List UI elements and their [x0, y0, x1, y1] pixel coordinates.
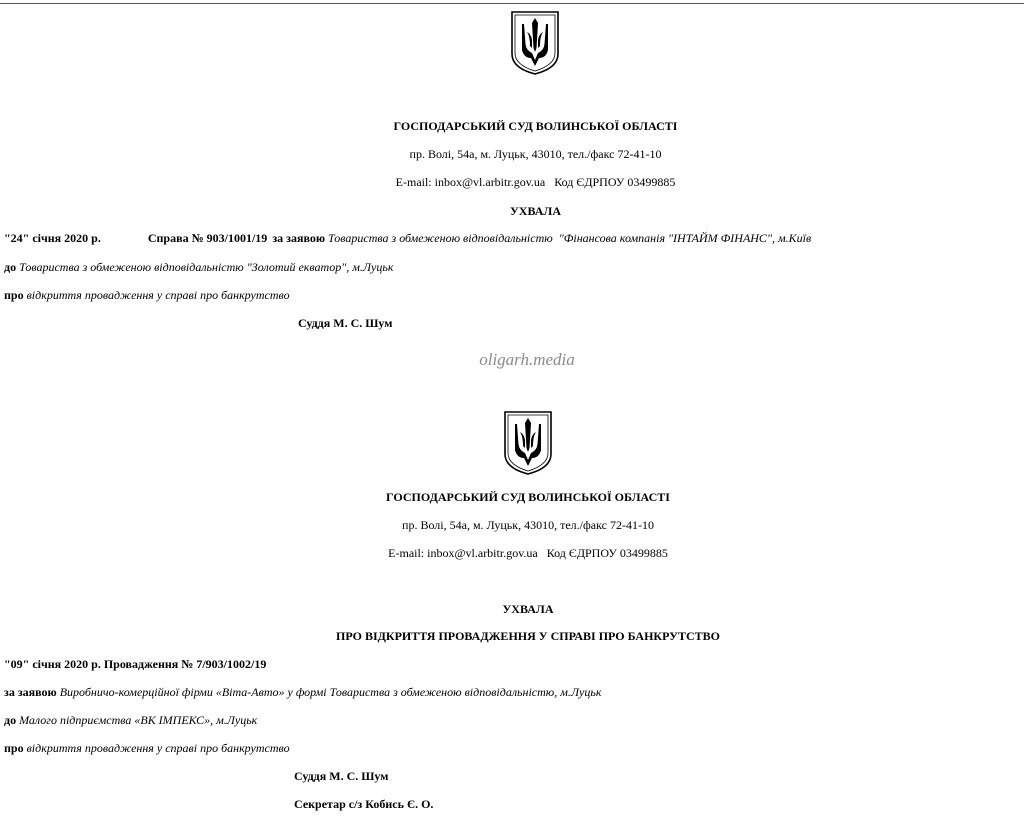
court-name: ГОСПОДАРСЬКИЙ СУД ВОЛИНСЬКОЇ ОБЛАСТІ: [386, 490, 670, 504]
ruling-date: "24" січня 2020 р.: [4, 231, 101, 245]
subject-line: [4, 288, 290, 303]
subject: відкриття провадження у справі про банкрутство: [26, 288, 290, 302]
court-address: пр. Волі, 54а, м. Луцьк, 43010, тел./факс 72-41-10: [409, 147, 662, 161]
subject-line: [4, 741, 290, 756]
ukraine-trident-icon: [503, 410, 553, 476]
doc-subtitle: ПРО ВІДКРИТТЯ ПРОВАДЖЕННЯ У СПРАВІ ПРО БАНКРУТСТВО: [336, 629, 720, 643]
debtor: Товариства з обмеженою відповідальністю "Золотий екватор", м.Луцьк: [19, 260, 394, 274]
applicant: Виробничо-комерційної фірми «Віта-Авто» у формі Товариства з обмеженою відповідальністю, м.Луцьк: [59, 685, 602, 699]
court-address: пр. Волі, 54а, м. Луцьк, 43010, тел./факс 72-41-10: [402, 518, 654, 532]
ruling-date-line: [4, 231, 811, 246]
debtor-line: [4, 260, 393, 275]
judge-name: Суддя М. С. Шум: [294, 769, 389, 783]
subject: відкриття провадження у справі про банкрутство: [26, 741, 290, 755]
top-divider: [0, 3, 1024, 4]
by-label: за заявою: [4, 685, 57, 699]
debtor-line: [4, 713, 257, 728]
about-label: про: [4, 741, 24, 755]
ruling-date-case: "09" січня 2020 р. Провадження № 7/903/1002/19: [4, 657, 267, 671]
watermark: oligarh.media: [479, 350, 575, 369]
applicant: Товариства з обмеженою відповідальністю "Фінансова компанія "ІНТАЙМ ФІНАНС", м.Київ: [328, 231, 812, 245]
judge-name: Суддя М. С. Шум: [298, 316, 393, 330]
about-label: про: [4, 288, 24, 302]
court-contact: E-mail: inbox@vl.arbitr.gov.ua Код ЄДРПОУ 03499885: [388, 546, 668, 560]
court-contact: E-mail: inbox@vl.arbitr.gov.ua Код ЄДРПОУ 03499885: [395, 175, 676, 189]
secretary-name: Секретар с/з Кобись Є. О.: [294, 797, 434, 811]
to-label: до: [4, 713, 17, 727]
ukraine-trident-icon: [510, 10, 560, 76]
debtor: Малого підприємства «ВК ІМПЕКС», м.Луцьк: [19, 713, 258, 727]
to-label: до: [4, 260, 17, 274]
court-name: ГОСПОДАРСЬКИЙ СУД ВОЛИНСЬКОЇ ОБЛАСТІ: [393, 119, 678, 133]
by-label: за заявою: [272, 231, 326, 245]
doc-type: УХВАЛА: [502, 602, 554, 616]
case-number: Справа № 903/1001/19: [147, 231, 268, 245]
doc-type: УХВАЛА: [510, 204, 561, 218]
applicant-line: [4, 685, 601, 700]
